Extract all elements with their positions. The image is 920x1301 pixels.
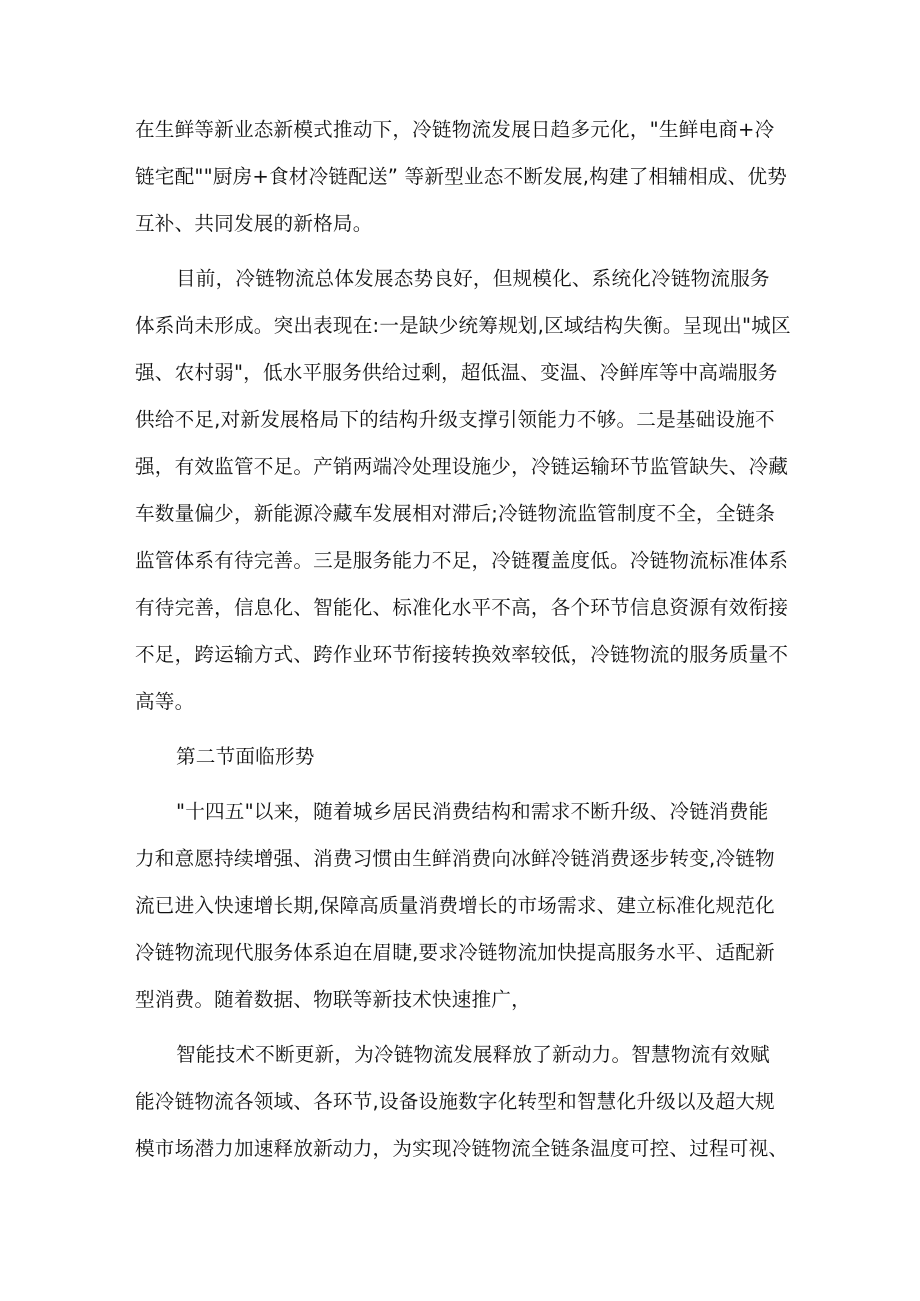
text-line-2: 链宅配""厨房+食材冷链配送” 等新型业态不断发展,构建了相辅相成、优势 bbox=[135, 165, 788, 188]
text-line-6: 强、农村弱"，低水平服务供给过剩，超低温、变温、冷鲜库等中高端服务 bbox=[135, 361, 778, 384]
text-line-22: 模市场潜力加速释放新动力，为实现冷链物流全链条温度可控、过程可视、 bbox=[135, 1137, 789, 1160]
text-line-9: 车数量偏少，新能源冷藏车发展相对滞后;冷链物流监管制度不全，全链条 bbox=[135, 502, 776, 525]
text-line-16: 力和意愿持续增强、消费习惯由生鲜消费向冰鲜冷链消费逐步转变,冷链物 bbox=[135, 847, 775, 870]
text-line-3: 互补、共同发展的新格局。 bbox=[135, 212, 373, 235]
text-line-11: 有待完善，信息化、智能化、标准化水平不高，各个环节信息资源有效衔接 bbox=[135, 596, 789, 619]
text-line-19: 型消费。随着数据、物联等新技术快速推广， bbox=[135, 988, 531, 1011]
text-line-10: 监管体系有待完善。三是服务能力不足，冷链覆盖度低。冷链物流标准体系 bbox=[135, 549, 789, 572]
text-line-5: 体系尚未形成。突出表现在:一是缺少统筹规划,区域结构失衡。呈现出"城区 bbox=[135, 314, 791, 337]
text-line-1: 在生鲜等新业态新模式推动下，冷链物流发展日趋多元化，"生鲜电商+冷 bbox=[135, 118, 775, 141]
text-line-13: 高等。 bbox=[135, 690, 195, 713]
text-line-8: 强，有效监管不足。产销两端冷处理设施少，冷链运输环节监管缺失、冷藏 bbox=[135, 455, 789, 478]
paragraph-start-line: 智能技术不断更新，为冷链物流发展释放了新动力。智慧物流有效赋 bbox=[176, 1043, 770, 1066]
text-line-12: 不足，跨运输方式、跨作业环节衔接转换效率较低，冷链物流的服务质量不 bbox=[135, 643, 789, 666]
text-line-21: 能冷链物流各领域、各环节,设备设施数字化转型和智慧化升级以及超大规 bbox=[135, 1090, 775, 1113]
paragraph-start-line: "十四五"以来，随着城乡居民消费结构和需求不断升级、冷链消费能 bbox=[176, 800, 769, 823]
text-line-18: 冷链物流现代服务体系迫在眉睫,要求冷链物流加快提高服务水平、适配新 bbox=[135, 941, 775, 964]
paragraph-start-line: 目前，冷链物流总体发展态势良好，但规模化、系统化冷链物流服务 bbox=[176, 267, 770, 290]
text-line-17: 流已进入快速增长期,保障高质量消费增长的市场需求、建立标准化规范化 bbox=[135, 894, 775, 917]
text-line-7: 供给不足,对新发展格局下的结构升级支撑引领能力不够。二是基础设施不 bbox=[135, 408, 775, 431]
section-heading: 第二节面临形势 bbox=[176, 745, 315, 768]
